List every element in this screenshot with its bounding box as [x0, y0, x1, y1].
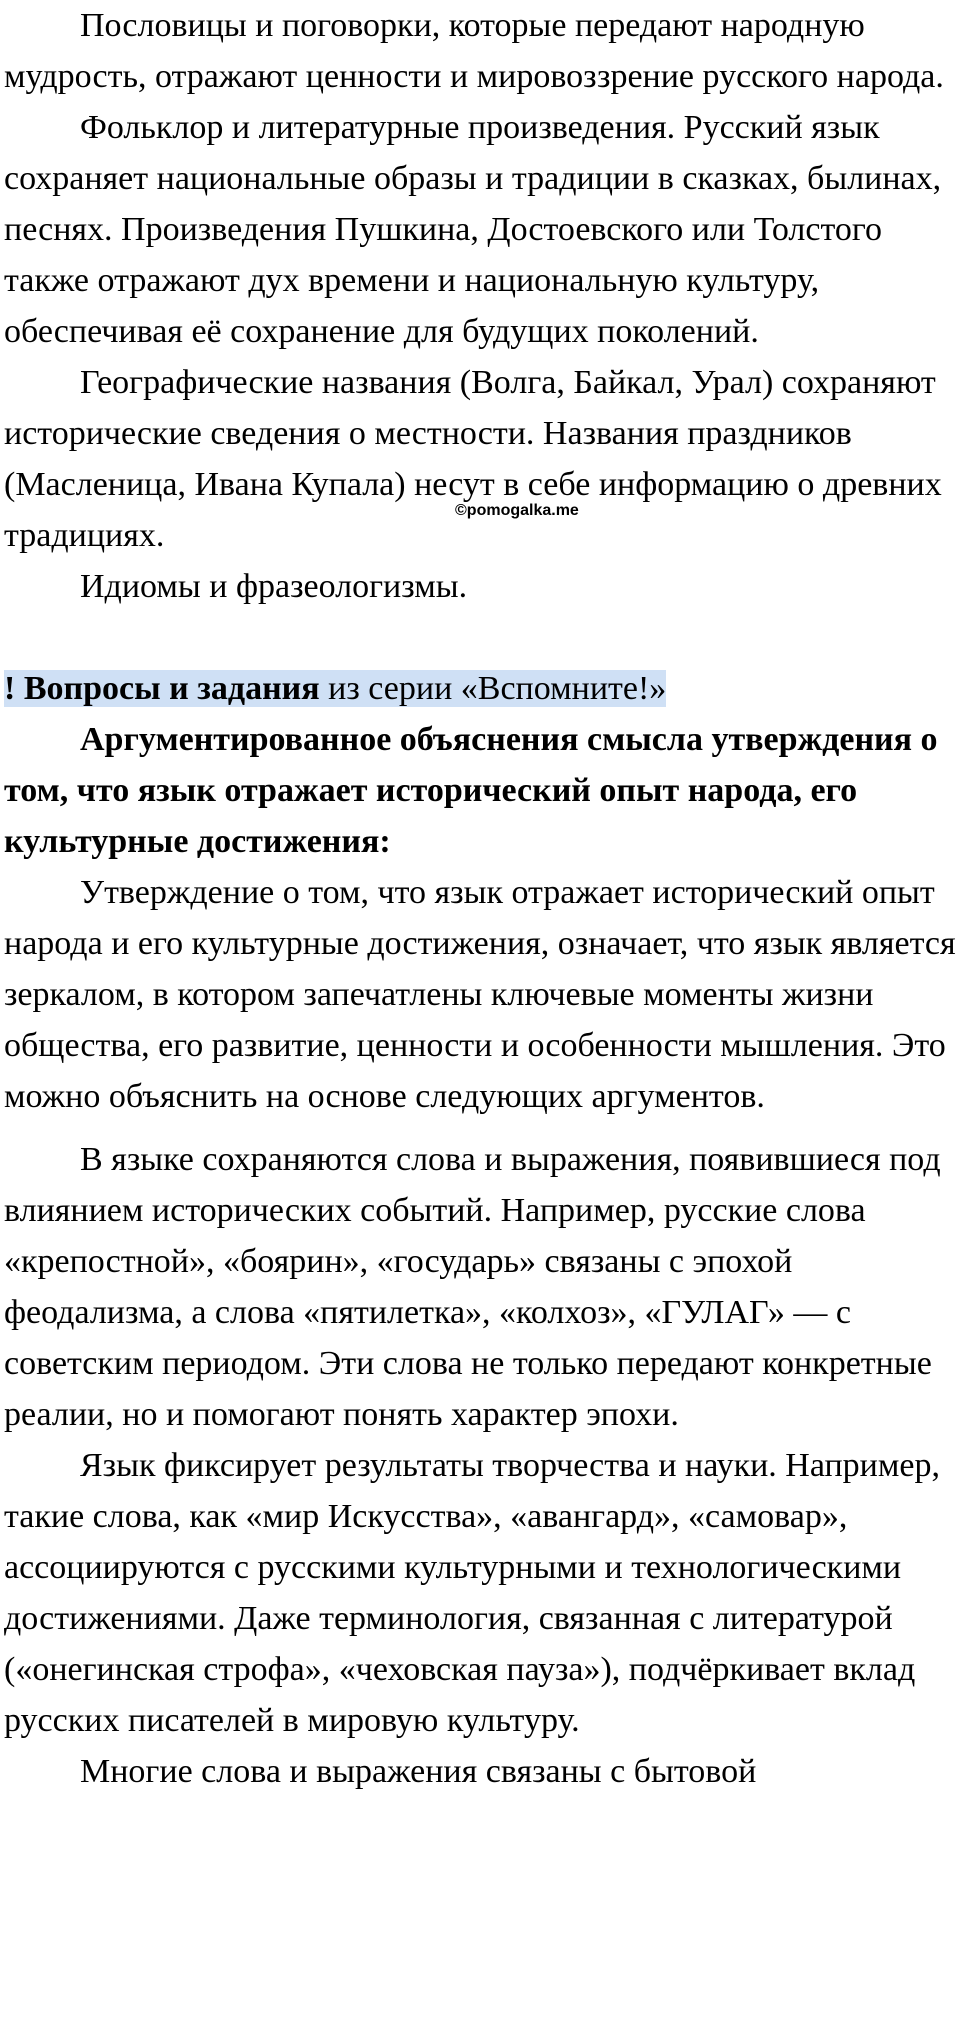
task-heading: Аргументированное объяснения смысла утверждения о том, что язык отражает исторический опыт народа, его культурные достижения:	[4, 721, 938, 860]
paragraph-idioms: Идиомы и фразеологизмы.	[80, 568, 468, 605]
section-series: из серии «Вспомните!»	[319, 670, 667, 707]
paragraph-historical-words: В языке сохраняются слова и выражения, появившиеся под влиянием исторических событий. Например, русские слова «крепостной», «боярин», «государь» связаны с эпохой феодализма, а слова «пятилетка», «колхоз», «ГУЛАГ» — с советским периодом. Эти слова не только передают конкретные реалии, но и помогают понять характер эпохи.	[4, 1141, 941, 1433]
paragraph-geography: Географические названия (Волга, Байкал, Урал) сохраняют исторические сведения о местности. Названия праздников (Масленица, Ивана Купала) несут в себе информацию о древних традициях.	[4, 364, 942, 554]
document-page	[4, 0, 958, 1797]
paragraph-everyday-life: Многие слова и выражения связаны с бытовой	[80, 1753, 757, 1790]
watermark-text: ©pomogalka.me	[455, 502, 579, 519]
paragraph-proverbs: Пословицы и поговорки, которые передают народную мудрость, отражают ценности и мировоззрение русского народа.	[4, 7, 944, 95]
section-marker: ! Вопросы и задания	[4, 670, 320, 707]
blank-line	[4, 612, 958, 663]
section-heading-highlight	[4, 670, 666, 707]
paragraph-answer-intro: Утверждение о том, что язык отражает исторический опыт народа и его культурные достижения, означает, что язык является зеркалом, в котором запечатлены ключевые моменты жизни общества, его развитие, ценности и особенности мышления. Это можно объяснить на основе следующих аргументов.	[4, 874, 956, 1115]
paragraph-culture-science: Язык фиксирует результаты творчества и науки. Например, такие слова, как «мир Искусства», «авангард», «самовар», ассоциируются с русскими культурными и технологическими достижениями. Даже терминология, связанная с литературой («онегинская строфа», «чеховская пауза»), подчёркивает вклад русских писателей в мировую культуру.	[4, 1447, 940, 1739]
section-heading	[4, 663, 958, 714]
paragraph-folklore: Фольклор и литературные произведения. Русский язык сохраняет национальные образы и традиции в сказках, былинах, песнях. Произведения Пушкина, Достоевского или Толстого также отражают дух времени и национальную культуру, обеспечивая её сохранение для будущих поколений.	[4, 109, 942, 350]
